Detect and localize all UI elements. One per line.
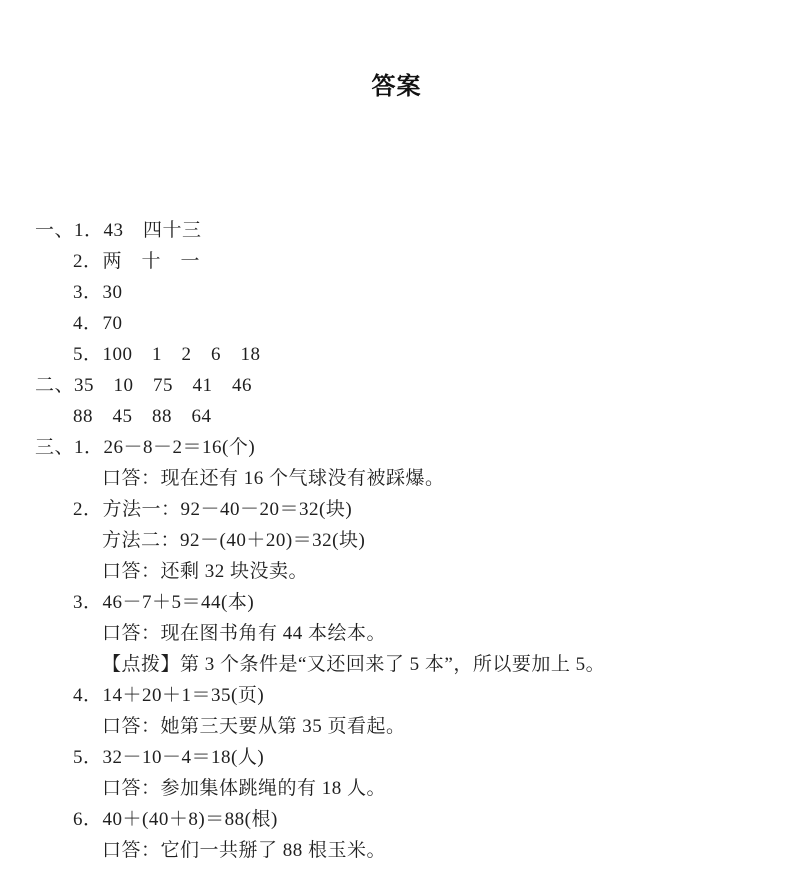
answer-line-section3-item3-reply: 口答：现在图书角有 44 本绘本。: [102, 623, 387, 644]
answer-line-section3-item2-reply: 口答：还剩 32 块没卖。: [102, 561, 309, 582]
answer-line-section3-item1-reply: 口答：现在还有 16 个气球没有被踩爆。: [102, 468, 445, 489]
answer-line-section3-item4-reply: 口答：她第三天要从第 35 页看起。: [102, 716, 406, 737]
answer-line-section3-item2-method2: 方法二：92－(40＋20)＝32(块): [102, 530, 366, 551]
answer-line-section1-item3: 3．30: [73, 282, 123, 303]
answer-line-section3-item6-equation: 6．40＋(40＋8)＝88(根): [73, 809, 278, 830]
answers-list: [35, 215, 773, 866]
answer-line-section2-row2: 88 45 88 64: [73, 406, 212, 427]
answer-line-section3-item3-hint: 【点拨】第 3 个条件是“又还回来了 5 本”，所以要加上 5。: [102, 654, 606, 675]
answer-line-section3-item6-reply: 口答：它们一共掰了 88 根玉米。: [102, 840, 387, 861]
answer-line-section3-item4-equation: 4．14＋20＋1＝35(页): [73, 685, 265, 706]
answer-line-section2-row1: 二、35 10 75 41 46: [35, 375, 253, 396]
answer-line-section1-item2: 2．两 十 一: [73, 251, 201, 272]
answer-line-section3-item5-equation: 5．32－10－4＝18(人): [73, 747, 265, 768]
answer-line-section1-item5: 5．100 1 2 6 18: [73, 344, 261, 365]
answer-line-section3-item5-reply: 口答：参加集体跳绳的有 18 人。: [102, 778, 387, 799]
answer-line-section1-item4: 4．70: [73, 313, 123, 334]
page-title: 答案: [371, 73, 422, 100]
answer-line-section3-item1-equation: 三、1．26－8－2＝16(个): [35, 437, 256, 458]
answer-line-section3-item3-equation: 3．46－7＋5＝44(本): [73, 592, 255, 613]
answer-line-section1-item1: 一、1．43 四十三: [35, 220, 202, 241]
answer-line-section3-item2-method1: 2．方法一：92－40－20＝32(块): [73, 499, 353, 520]
